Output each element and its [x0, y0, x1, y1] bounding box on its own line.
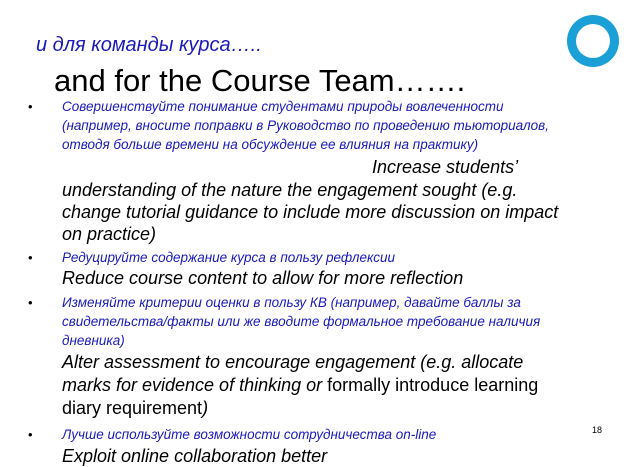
- item-1-en-line-2: understanding of the nature the engagement sought (e.g.: [62, 180, 518, 200]
- bullet-4: •: [28, 427, 33, 442]
- item-3-ru-line-3: дневника): [62, 333, 125, 348]
- item-1-en-line-1: Increase students’: [372, 157, 519, 177]
- item-4-ru-line-1: Лучше используйте возможности сотрудничества on-line: [62, 427, 437, 442]
- bullet-1: •: [28, 99, 33, 114]
- item-3-en-line-1: Alter assessment to encourage engagement (e.g. allocate: [62, 352, 524, 372]
- item-3-en-line-2: [62, 375, 538, 396]
- item-1-ru-line-1: Совершенствуйте понимание студентами природы вовлеченности: [62, 99, 504, 114]
- item-3-en-line-3: [62, 398, 208, 419]
- bullet-2: •: [28, 250, 33, 265]
- item-2-en-line-1: Reduce course content to allow for more reflection: [62, 268, 464, 288]
- item-3-en-line-2-upright: formally introduce learning: [327, 375, 539, 395]
- item-2-ru-line-1: Редуцируйте содержание курса в пользу рефлексии: [62, 250, 395, 265]
- bullet-3: •: [28, 295, 33, 310]
- item-3-en-line-3-paren: ): [202, 398, 209, 418]
- item-3-en-line-3-upright: diary requirement: [62, 398, 203, 418]
- item-3-en-line-2-italic: marks for evidence of thinking or: [62, 375, 323, 395]
- item-3-ru-line-1: Изменяйте критерии оценки в пользу КВ (например, давайте баллы за: [62, 295, 521, 310]
- item-3-ru-line-2: свидетельства/факты или же вводите формальное требование наличия: [62, 314, 541, 329]
- item-4-en-line-1: Exploit online collaboration better: [62, 446, 328, 466]
- slide-number: 18: [592, 425, 603, 435]
- item-1-ru-line-2: (например, вносите поправки в Руководство по проведению тьюториалов,: [62, 118, 549, 133]
- slide-title: and for the Course Team…….: [54, 63, 466, 98]
- subtitle-russian: и для команды курса…..: [36, 34, 262, 56]
- item-1-en-line-3: change tutorial guidance to include more discussion on impact: [62, 202, 559, 222]
- item-1-en-line-4: on practice): [62, 224, 157, 244]
- open-university-logo-icon: [566, 14, 620, 68]
- item-1-ru-line-3: отводя больше времени на обсуждение ее влияния на практику): [62, 137, 479, 152]
